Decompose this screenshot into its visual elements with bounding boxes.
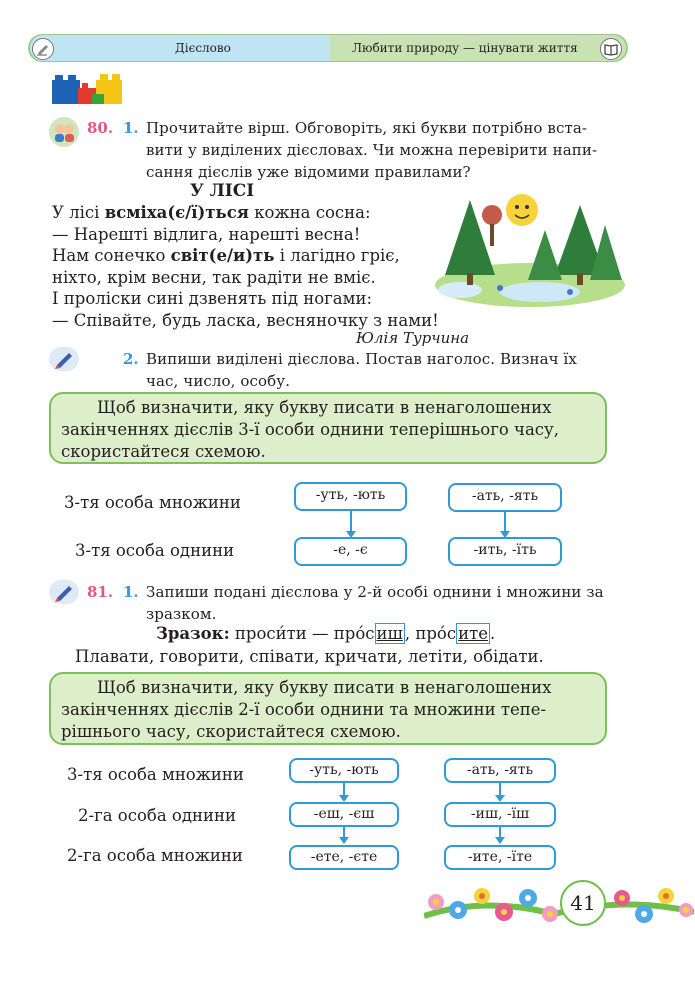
highlighted-verb: світ(е/и)ть xyxy=(170,246,275,265)
exercise-80-number: 80. xyxy=(87,119,114,137)
scheme2-col2-row2: -иш, -їш xyxy=(444,802,556,827)
scheme1-col2-connector xyxy=(504,512,506,531)
page-number: 41 xyxy=(560,880,606,926)
ending-box: ите xyxy=(458,624,488,643)
rule-text-2nd-person: Щоб визначити, яку букву писати в ненаголошених закінченнях дієслів 2-ї особи однини та множини тепе- рішнього часу, скористайтеся схемою. xyxy=(61,678,552,741)
scheme1-col1-bottom: -е, -є xyxy=(294,537,407,566)
scheme1-col1-connector xyxy=(350,511,352,531)
rule-text-3rd-person: Щоб визначити, яку букву писати в ненаголошених закінченнях дієслів 3-ї особи однини теперішнього часу, скористайтеся схемою. xyxy=(61,398,559,461)
verbs-list: Плавати, говорити, співати, кричати, летіти, обідати. xyxy=(75,647,544,666)
write-task-icon xyxy=(49,347,79,371)
scheme2-col1-row2: -еш, -єш xyxy=(289,802,399,827)
header-right-title: Любити природу — цінувати життя xyxy=(352,41,578,55)
write-task-icon xyxy=(49,580,79,604)
ex80-task1-number: 1. xyxy=(123,119,139,137)
scheme2-connector xyxy=(343,827,345,837)
ex80-task2-text: Випиши виділені дієслова. Постав наголос. Визнач їх час, число, особу. xyxy=(146,350,577,390)
ex80-task1-text: Прочитайте вірш. Обговоріть, які букви потрібно вста- вити у виділених дієсловах. Чи можна перевірити напи- сання дієслів уже відомими правилами? xyxy=(146,119,598,181)
arrow-down-icon xyxy=(339,795,349,802)
pencil-icon xyxy=(32,38,54,60)
arrow-down-icon xyxy=(495,795,505,802)
poem-author: Юлія Турчина xyxy=(356,329,470,347)
scheme2-row1-label: 3-тя особа множини xyxy=(67,765,244,784)
pair-work-icon xyxy=(49,117,79,147)
scheme1-row1-label: 3-тя особа множини xyxy=(64,493,241,512)
exercise-81-number: 81. xyxy=(87,583,114,601)
book-icon xyxy=(600,38,622,60)
header-left-title: Дієслово xyxy=(175,41,231,55)
scheme2-connector xyxy=(499,783,501,795)
scheme1-row2-label: 3-тя особа однини xyxy=(75,541,235,560)
scheme2-col2-row1: -ать, -ять xyxy=(444,758,556,783)
poem-title: У ЛІСІ xyxy=(190,181,255,201)
flowers-decoration xyxy=(424,876,694,932)
lego-blocks-icon xyxy=(50,70,126,106)
spring-forest-illustration xyxy=(430,180,630,310)
sample-label: Зразок: xyxy=(156,624,230,643)
poem-text: У лісі всміха(є/ї)ться кожна сосна: — Нарешті відлига, нарешті весна! Нам сонечко світ(е/и)ть і лагідно гріє, ніхто, крім весни, так радіти не вміє. І проліски сині дзвенять під ногами: — Співайте, будь ласка, весняночку з нами! xyxy=(52,203,439,330)
scheme1-col2-top: -ать, -ять xyxy=(448,483,562,512)
scheme2-connector xyxy=(343,783,345,795)
scheme2-row3-label: 2-га особа множини xyxy=(67,846,243,865)
scheme2-col2-row3: -ите, -їте xyxy=(444,845,556,870)
ex80-task2-number: 2. xyxy=(123,350,139,368)
scheme2-row2-label: 2-га особа однини xyxy=(78,806,237,825)
ex81-task1-number: 1. xyxy=(123,583,139,601)
scheme2-col1-row3: -ете, -єте xyxy=(289,845,399,870)
sample-line: Зразок: проси́ти — про́с иш , про́с ите . xyxy=(156,624,496,643)
scheme2-connector xyxy=(499,827,501,837)
arrow-down-icon xyxy=(495,837,505,844)
highlighted-verb: всміха(є/ї)ться xyxy=(104,203,249,222)
scheme1-col2-bottom: -ить, -їть xyxy=(448,537,562,566)
scheme2-col1-row1: -уть, -ють xyxy=(289,758,399,783)
arrow-down-icon xyxy=(339,837,349,844)
ex81-task1-text: Запиши подані дієслова у 2-й особі однини і множини за зразком. xyxy=(146,583,604,623)
scheme1-col1-top: -уть, -ють xyxy=(294,482,407,511)
ending-box: иш xyxy=(376,624,403,643)
